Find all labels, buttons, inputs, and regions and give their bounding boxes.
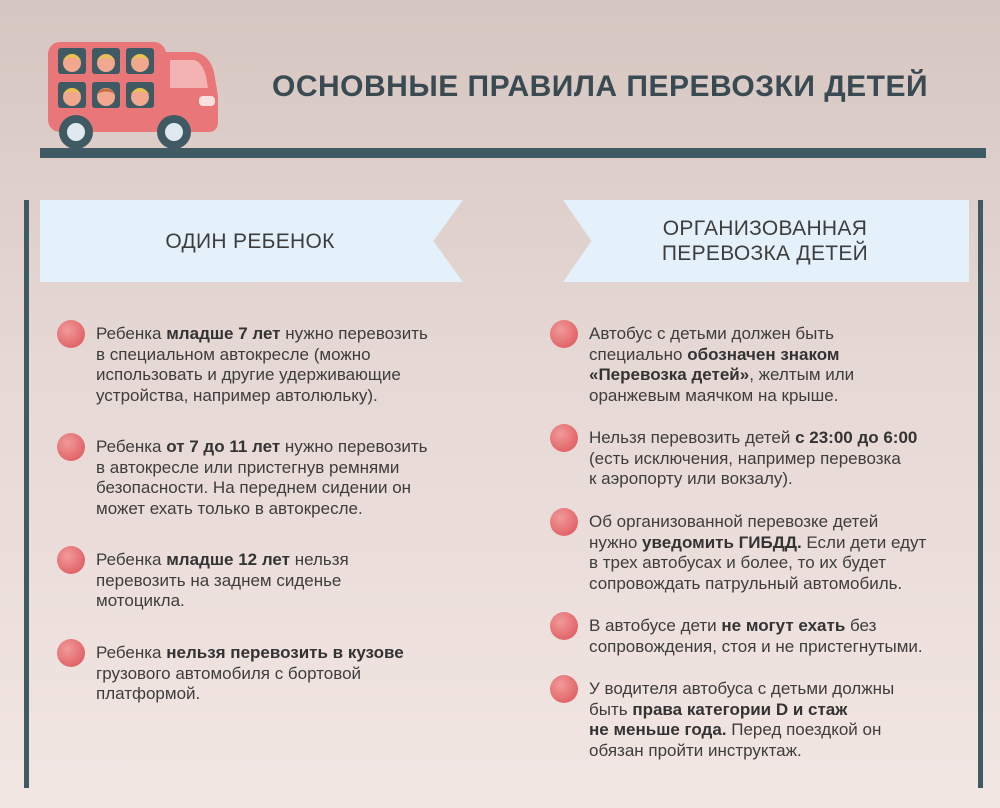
right-border-line: [978, 200, 983, 788]
bullet-dot: [550, 508, 578, 536]
bullet-dot: [550, 424, 578, 452]
header-divider: [40, 148, 986, 158]
emphasis-text: не меньше года.: [589, 720, 727, 739]
right-heading-line2: ПЕРЕВОЗКА ДЕТЕЙ: [661, 242, 869, 265]
right-item-3: Об организованной перевозке детей нужно уведомить ГИБДД. Если дети едут в трех автобусах и более, то их будет сопровождать патрульный автомобиль.: [589, 512, 927, 593]
right-item-2: Нельзя перевозить детей с 23:00 до 6:00 (есть исключения, например перевозка к аэропорту или вокзалу).: [589, 428, 918, 488]
page-title: ОСНОВНЫЕ ПРАВИЛА ПЕРЕВОЗКИ ДЕТЕЙ: [272, 70, 929, 103]
bullet-dot: [57, 546, 85, 574]
emphasis-text: права категории D и стаж: [632, 699, 848, 719]
bus-icon: [44, 38, 222, 152]
emphasis-text: обозначен знаком: [687, 344, 840, 364]
bullet-dot: [550, 612, 578, 640]
right-item-4: В автобусе дети не могут ехать без сопровождения, стоя и не пристегнутыми.: [589, 616, 923, 656]
emphasis-text: от 7 до 11 лет: [166, 437, 281, 456]
emphasis-text: «Перевозка детей»: [589, 365, 750, 384]
emphasis-text: младше 12 лет: [166, 550, 290, 569]
emphasis-text: нельзя перевозить в кузове: [166, 643, 404, 662]
bullet-dot: [57, 320, 85, 348]
right-item-5: У водителя автобуса с детьми должны быть права категории D и стаж не меньше года. Перед поездкой он обязан пройти инструктаж.: [589, 679, 895, 760]
right-heading: [595, 216, 935, 266]
emphasis-text: с 23:00 до 6:00: [795, 428, 918, 447]
emphasis-text: уведомить ГИБДД.: [642, 532, 802, 552]
bullet-dot: [57, 433, 85, 461]
left-heading: ОДИН РЕБЕНОК: [165, 230, 335, 253]
left-item-2: Ребенка от 7 до 11 лет нужно перевозить в автокресле или пристегнув ремнями безопасности. На переднем сидении он может ехать только в автокресле.: [96, 437, 428, 518]
bullet-dot: [57, 639, 85, 667]
left-item-1: Ребенка младше 7 лет нужно перевозить в специальном автокресле (можно использовать и другие удерживающие устройства, например автолюльку).: [96, 324, 428, 405]
bullet-dot: [550, 675, 578, 703]
right-item-1: Автобус с детьми должен быть специально обозначен знаком «Перевозка детей», желтым или оранжевым маячком на крыше.: [589, 324, 855, 405]
bullet-dot: [550, 320, 578, 348]
left-item-4: Ребенка нельзя перевозить в кузове грузового автомобиля с бортовой платформой.: [96, 643, 404, 703]
emphasis-text: младше 7 лет: [166, 324, 281, 343]
right-heading-line1: ОРГАНИЗОВАННАЯ: [662, 217, 868, 240]
left-border-line: [24, 200, 29, 788]
left-item-3: Ребенка младше 12 лет нельзя перевозить на заднем сиденье мотоцикла.: [96, 550, 349, 610]
emphasis-text: не могут ехать: [721, 616, 846, 635]
